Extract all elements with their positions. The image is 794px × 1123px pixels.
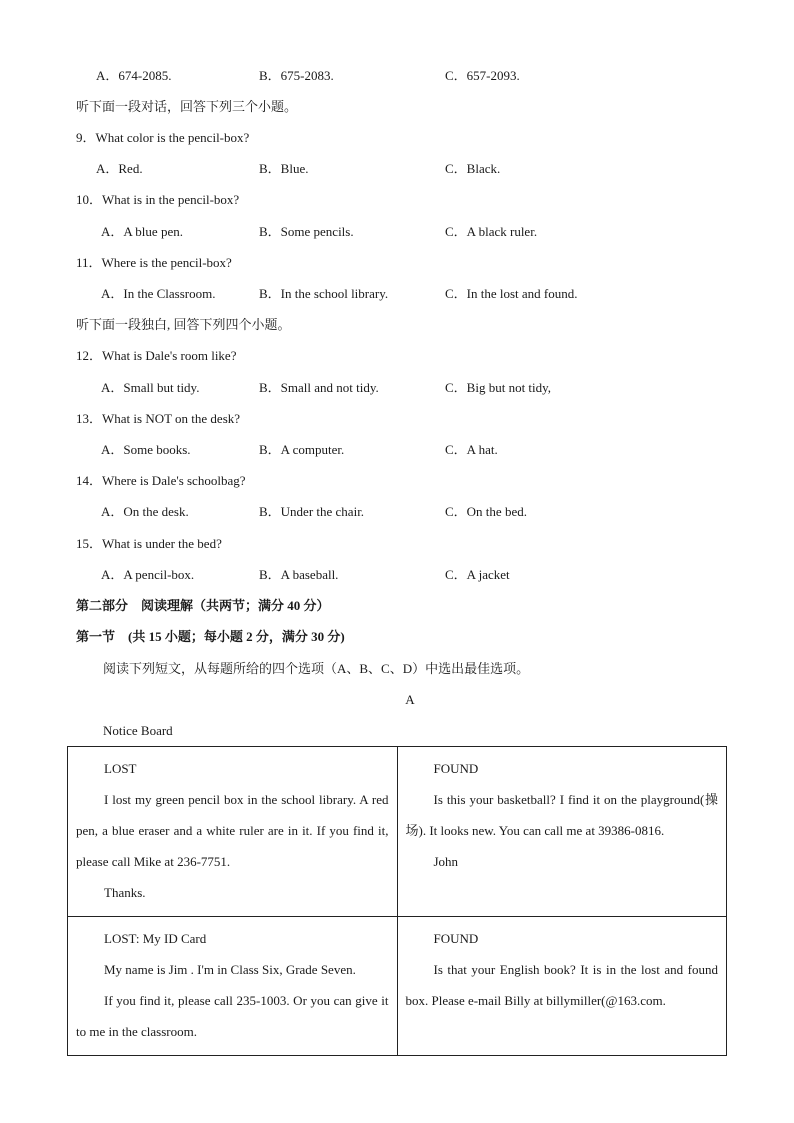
notice-closing: John [433, 854, 459, 869]
option-a: A．674-2085. [96, 68, 172, 83]
question-text: 12．What is Dale's room like? [76, 348, 237, 363]
question-text: 14．Where is Dale's schoolbag? [76, 473, 246, 488]
option-b: B．A baseball. [259, 567, 339, 582]
question-11-options [0, 284, 794, 304]
notice-row [68, 917, 727, 1056]
option-a: A．Red. [96, 161, 143, 176]
option-b: B．Small and not tidy. [259, 380, 379, 395]
question-12 [0, 346, 794, 366]
question-13-options [0, 440, 794, 460]
notice-lost-id-card [68, 917, 398, 1056]
notice-body-line: My name is Jim . I'm in Class Six, Grade Seven. [104, 962, 356, 977]
question-11 [0, 253, 794, 273]
notice-board-title [0, 721, 794, 741]
option-c: C．On the bed. [445, 504, 527, 519]
option-b: B．In the school library. [259, 286, 389, 301]
option-a: A．Some books. [101, 442, 191, 457]
option-c: C．A black ruler. [445, 224, 538, 239]
notice-lost-pencil-box [68, 747, 398, 917]
passage-label [0, 690, 794, 710]
question-text: 9．What color is the pencil-box? [76, 130, 250, 145]
reading-instruction [0, 659, 794, 679]
notice-body: Is this your basketball? I find it on the playground(操场). It looks new. You can call me at 39386-0816. [405, 792, 718, 838]
question-text: 15．What is under the bed? [76, 536, 222, 551]
question-10 [0, 190, 794, 210]
question-9-options [0, 159, 794, 179]
section-instruction-text: 听下面一段独白, 回答下列四个小题。 [76, 317, 291, 332]
question-14 [0, 471, 794, 491]
notice-row [68, 747, 727, 917]
reading-instruction-text: 阅读下列短文，从每题所给的四个选项（A、B、C、D）中选出最佳选项。 [103, 661, 530, 676]
notice-body: I lost my green pencil box in the school library. A red pen, a blue eraser and a white ruler are in it. If you find it, please call Mike at 236-7751. [76, 792, 389, 869]
option-b: B．Blue. [259, 161, 309, 176]
part-2-title [0, 596, 794, 616]
option-a: A．Small but tidy. [101, 380, 200, 395]
question-10-options [0, 222, 794, 242]
question-text: 10．What is in the pencil-box? [76, 192, 240, 207]
question-12-options [0, 378, 794, 398]
question-text: 13．What is NOT on the desk? [76, 411, 241, 426]
notice-heading: LOST: My ID Card [104, 931, 207, 946]
option-c: C．A hat. [445, 442, 498, 457]
notice-board-table [67, 746, 727, 1056]
notice-board-title-text: Notice Board [103, 723, 173, 738]
option-c: C．In the lost and found. [445, 286, 578, 301]
section-1-title-text: 第一节 (共 15 小题；每小题 2 分，满分 30 分) [76, 629, 345, 644]
question-14-options [0, 502, 794, 522]
section-instruction-text: 听下面一段对话，回答下列三个小题。 [76, 99, 298, 114]
notice-body: Is that your English book? It is in the lost and found box. Please e-mail Billy at billymiller(@163.com. [405, 962, 718, 1008]
option-c: C．A jacket [445, 567, 510, 582]
notice-heading: LOST [104, 761, 137, 776]
part-2-title-text: 第二部分 阅读理解（共两节；满分 40 分） [76, 598, 330, 613]
option-c: C．Black. [445, 161, 501, 176]
question-15-options [0, 565, 794, 585]
notice-heading: FOUND [433, 931, 479, 946]
option-b: B．Under the chair. [259, 504, 365, 519]
notice-heading: FOUND [433, 761, 479, 776]
option-a: A．On the desk. [101, 504, 189, 519]
option-a: A．A pencil-box. [101, 567, 195, 582]
question-15 [0, 534, 794, 554]
part-2-section-1-title [0, 627, 794, 647]
question-8-options [0, 66, 794, 86]
option-b: B．Some pencils. [259, 224, 354, 239]
section-instruction-monologue [0, 315, 794, 335]
option-c: C．657-2093. [445, 68, 520, 83]
question-9 [0, 128, 794, 148]
notice-body: If you find it, please call 235-1003. Or you can give it to me in the classroom. [76, 993, 389, 1039]
passage-label-text: A [405, 692, 415, 707]
notice-found-english-book [397, 917, 727, 1056]
option-b: B．A computer. [259, 442, 345, 457]
option-a: A．A blue pen. [101, 224, 183, 239]
option-c: C．Big but not tidy, [445, 380, 552, 395]
question-13 [0, 409, 794, 429]
notice-found-basketball [397, 747, 727, 917]
section-instruction-dialogue [0, 97, 794, 117]
notice-closing: Thanks. [104, 885, 146, 900]
option-a: A．In the Classroom. [101, 286, 216, 301]
question-text: 11．Where is the pencil-box? [76, 255, 232, 270]
option-b: B．675-2083. [259, 68, 334, 83]
